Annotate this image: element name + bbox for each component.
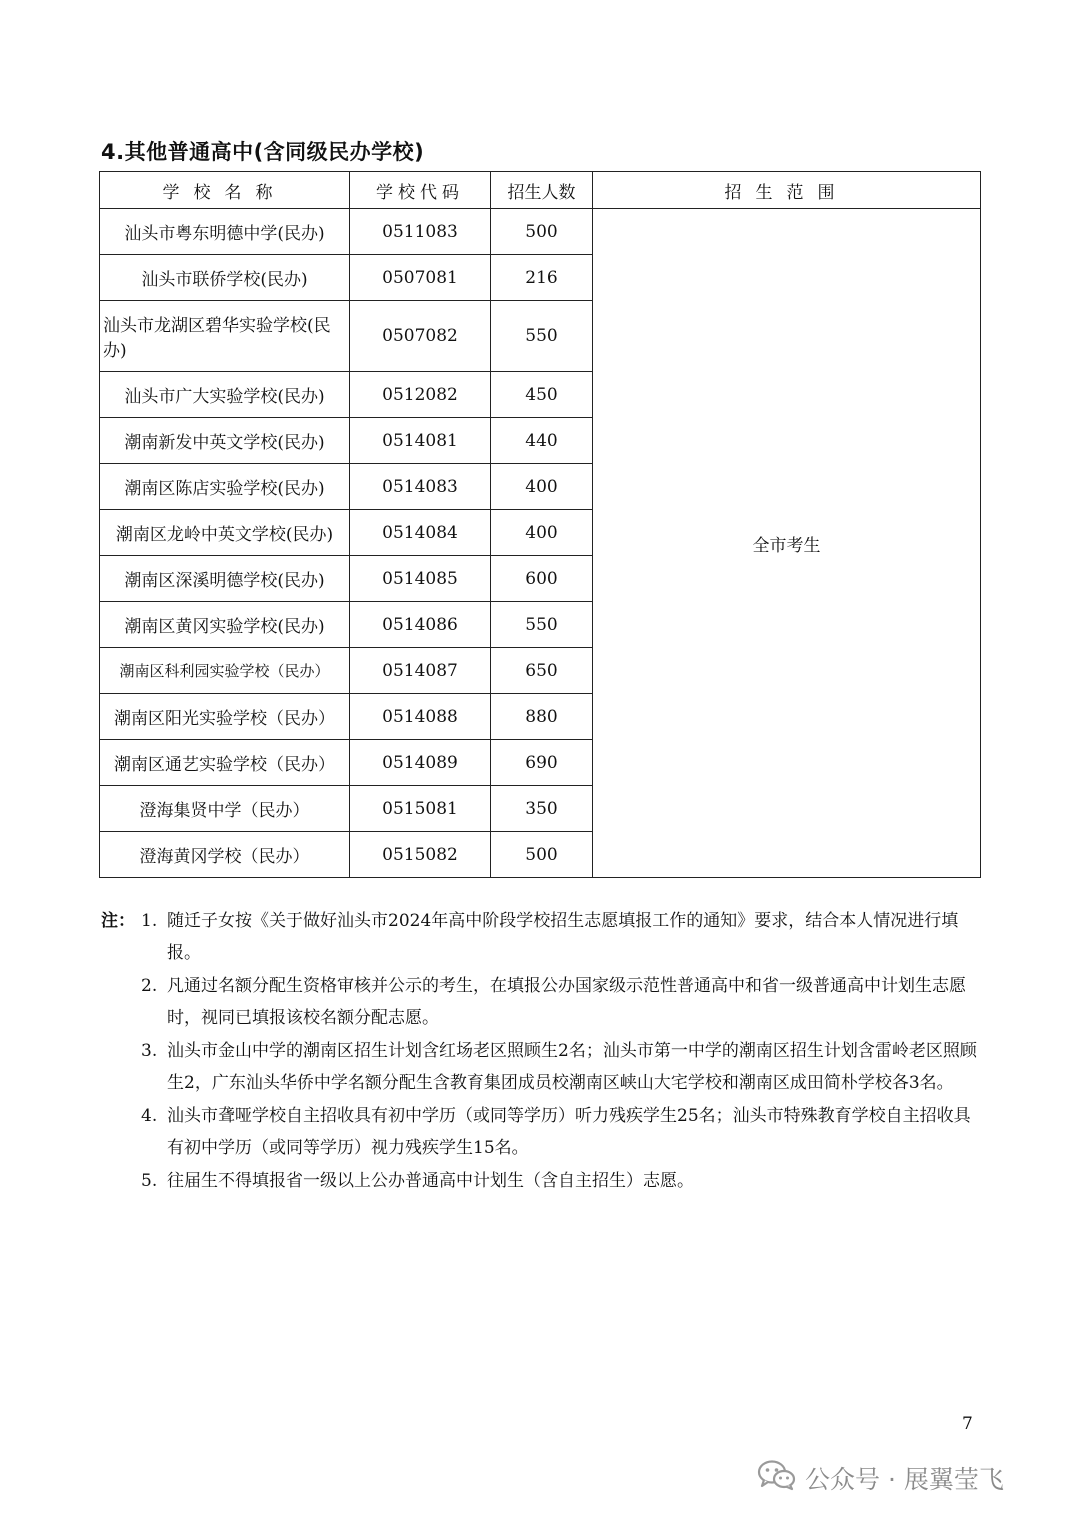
enrollment-count: 450 [491,372,593,418]
note-item [101,905,981,969]
enrollment-count: 550 [491,602,593,648]
header-scope: 招生范围 [593,172,981,209]
school-code: 0511083 [350,209,491,255]
enrollment-count: 650 [491,648,593,694]
note-text: 凡通过名额分配生资格审核并公示的考生，在填报公办国家级示范性普通高中和省一级普通高中计划生志愿时，视同已填报该校名额分配志愿。 [167,976,966,1028]
note-item [101,1100,981,1164]
note-item [101,1035,981,1099]
enrollment-count: 500 [491,832,593,878]
header-school-code: 学校代码 [350,172,491,209]
schools-table [99,171,981,878]
enrollment-scope: 全市考生 [593,209,981,878]
notes-section [101,905,981,1198]
school-code: 0515082 [350,832,491,878]
school-name: 潮南区通艺实验学校（民办） [100,740,350,786]
school-name: 潮南区黄冈实验学校(民办) [100,602,350,648]
enrollment-count: 880 [491,694,593,740]
school-name: 澄海黄冈学校（民办） [100,832,350,878]
school-code: 0507081 [350,255,491,301]
note-number: 1. [141,911,158,931]
watermark-text: 公众号 · 展翼莹飞 [805,1465,1004,1494]
school-name: 潮南区阳光实验学校（民办） [100,694,350,740]
school-code: 0514087 [350,648,491,694]
note-text: 汕头市金山中学的潮南区招生计划含红场老区照顾生2名；汕头市第一中学的潮南区招生计划含雷岭老区照顾生2，广东汕头华侨中学名额分配生含教育集团成员校潮南区峡山大宅学校和潮南区成田简朴学校各3名。 [167,1041,977,1093]
enrollment-count: 500 [491,209,593,255]
enrollment-count: 216 [491,255,593,301]
watermark [757,1458,1004,1498]
school-code: 0514083 [350,464,491,510]
school-name: 汕头市龙湖区碧华实验学校(民办) [100,301,350,372]
enrollment-count: 400 [491,510,593,556]
note-item [101,1165,981,1197]
enrollment-count: 350 [491,786,593,832]
note-number: 2. [141,976,158,996]
header-school-name: 学校名称 [100,172,350,209]
school-code: 0514088 [350,694,491,740]
school-name: 潮南区陈店实验学校(民办) [100,464,350,510]
school-code: 0512082 [350,372,491,418]
school-code: 0514086 [350,602,491,648]
note-number: 3. [141,1041,158,1061]
school-code: 0514089 [350,740,491,786]
school-name: 潮南新发中英文学校(民办) [100,418,350,464]
note-item [101,970,981,1034]
enrollment-count: 600 [491,556,593,602]
notes-label: 注： [101,911,135,931]
school-name: 澄海集贤中学（民办） [100,786,350,832]
school-code: 0514081 [350,418,491,464]
note-text: 汕头市聋哑学校自主招收具有初中学历（或同等学历）听力残疾学生25名；汕头市特殊教育学校自主招收具有初中学历（或同等学历）视力残疾学生15名。 [167,1106,971,1158]
note-number: 4. [141,1106,158,1126]
enrollment-count: 440 [491,418,593,464]
header-enrollment: 招生人数 [491,172,593,209]
wechat-icon [757,1459,797,1497]
school-name: 潮南区龙岭中英文学校(民办) [100,510,350,556]
school-name: 汕头市广大实验学校(民办) [100,372,350,418]
enrollment-count: 690 [491,740,593,786]
school-name: 潮南区深溪明德学校(民办) [100,556,350,602]
school-name: 潮南区科利园实验学校（民办） [100,648,350,694]
school-code: 0515081 [350,786,491,832]
page-number: 7 [962,1414,973,1434]
school-code: 0507082 [350,301,491,372]
school-name: 汕头市粤东明德中学(民办) [100,209,350,255]
school-code: 0514085 [350,556,491,602]
school-code: 0514084 [350,510,491,556]
school-name: 汕头市联侨学校(民办) [100,255,350,301]
section-title: 4.其他普通高中(含同级民办学校) [101,140,425,164]
enrollment-count: 400 [491,464,593,510]
table-header-row [100,172,981,209]
note-text: 随迁子女按《关于做好汕头市2024年高中阶段学校招生志愿填报工作的通知》要求，结合本人情况进行填报。 [167,911,959,963]
enrollment-count: 550 [491,301,593,372]
note-number: 5. [141,1171,158,1191]
table-row [100,209,981,255]
note-text: 往届生不得填报省一级以上公办普通高中计划生（含自主招生）志愿。 [167,1171,694,1191]
